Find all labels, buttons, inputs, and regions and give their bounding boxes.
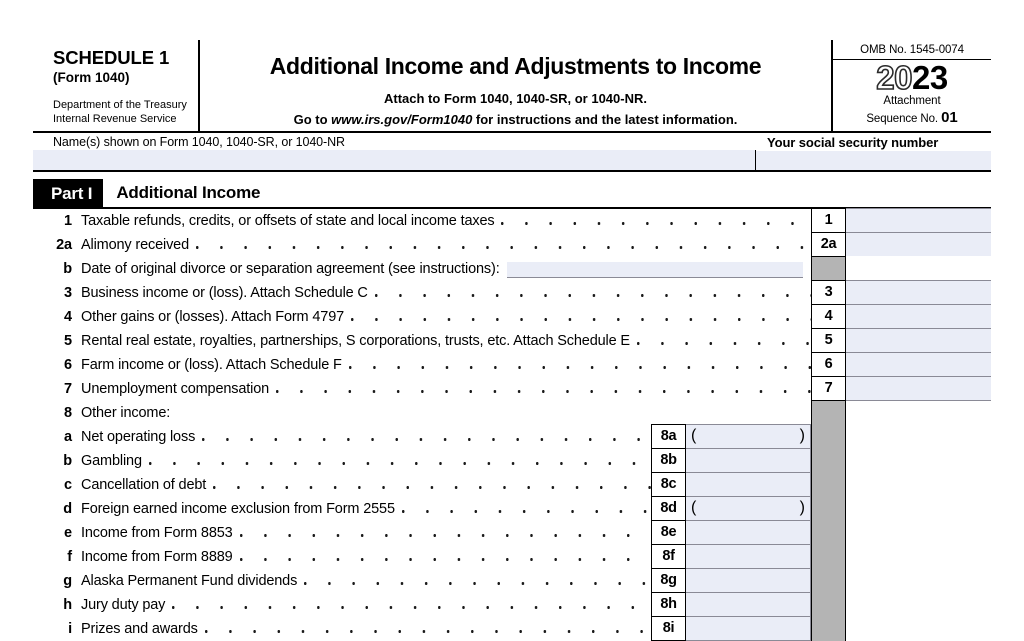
line-number: g xyxy=(33,569,81,593)
form-line-row xyxy=(33,257,991,281)
line-description-text: Date of original divorce or separation agreement (see instructions): xyxy=(81,261,507,277)
line-number: 8 xyxy=(33,401,81,425)
form-line-row xyxy=(33,209,991,233)
empty-column xyxy=(846,473,991,497)
tax-year xyxy=(833,62,991,94)
line-description xyxy=(81,449,651,473)
line-description xyxy=(81,209,811,233)
dot-leader xyxy=(501,209,811,233)
empty-column xyxy=(846,449,991,473)
line-box-number: 8a xyxy=(651,424,686,450)
form-line-row xyxy=(33,305,991,329)
line-number: 7 xyxy=(33,377,81,401)
divorce-date-input[interactable] xyxy=(507,262,803,278)
line-box-number: 5 xyxy=(811,328,846,354)
irs-url-link[interactable]: www.irs.gov/Form1040 xyxy=(331,112,472,127)
line-box-number: 7 xyxy=(811,376,846,402)
empty-column xyxy=(846,521,991,545)
header-omb-block xyxy=(833,40,991,131)
line-description-text: Cancellation of debt xyxy=(81,477,213,493)
line-description-text: Farm income or (loss). Attach Schedule F xyxy=(81,357,349,373)
header-title-block xyxy=(200,40,833,131)
form-line-row xyxy=(33,401,991,425)
form-line-row xyxy=(33,449,991,473)
dot-leader xyxy=(213,473,651,497)
taxpayer-identification-row xyxy=(33,133,991,172)
form-line-row xyxy=(33,617,991,641)
schedule-title: SCHEDULE 1 xyxy=(53,48,192,69)
sequence-number: 01 xyxy=(941,109,958,126)
form-line-row xyxy=(33,569,991,593)
dot-leader xyxy=(349,353,811,377)
dot-leader xyxy=(240,521,651,545)
line-description-text: Other income: xyxy=(81,405,177,421)
line-description-text: Foreign earned income exclusion from Form 2555 xyxy=(81,501,402,517)
paren-close: ) xyxy=(800,428,805,444)
goto-prefix: Go to xyxy=(294,112,332,127)
line-description-text: Rental real estate, royalties, partnerships, S corporations, trusts, etc. Attach Schedule E xyxy=(81,333,637,349)
issuing-agency xyxy=(53,98,192,126)
empty-column xyxy=(846,497,991,521)
tax-year-digits: 23 xyxy=(912,59,948,96)
empty-column xyxy=(846,256,991,282)
line-amount-input[interactable] xyxy=(686,472,811,498)
line-description-text: Prizes and awards xyxy=(81,621,205,637)
line-description xyxy=(81,305,811,329)
form-line-row xyxy=(33,233,991,257)
empty-column xyxy=(846,545,991,569)
line-number: c xyxy=(33,473,81,497)
empty-column xyxy=(846,569,991,593)
line-box-number: 8b xyxy=(651,448,686,474)
line-number: 3 xyxy=(33,281,81,305)
schedule-form-number: (Form 1040) xyxy=(53,70,192,87)
attach-instruction: Attach to Form 1040, 1040-SR, or 1040-NR. xyxy=(210,90,821,108)
line-description-text: Other gains or (losses). Attach Form 4797 xyxy=(81,309,351,325)
dot-leader xyxy=(172,593,651,617)
empty-column xyxy=(846,401,991,425)
line-amount-input[interactable] xyxy=(686,616,811,641)
empty-column xyxy=(846,617,991,641)
line-box-number: 3 xyxy=(811,280,846,306)
dot-leader xyxy=(637,329,811,353)
line-amount-input[interactable] xyxy=(846,376,991,402)
shaded-block xyxy=(811,497,846,521)
line-number: i xyxy=(33,617,81,641)
line-description-text: Net operating loss xyxy=(81,429,202,445)
line-number: 5 xyxy=(33,329,81,353)
sequence-label: Sequence No. xyxy=(866,113,938,125)
line-number: 1 xyxy=(33,209,81,233)
line-amount-input[interactable] xyxy=(846,328,991,354)
line-number: b xyxy=(33,257,81,281)
line-amount-input[interactable] xyxy=(686,592,811,618)
line-description-text: Income from Form 8889 xyxy=(81,549,240,565)
line-description-text: Alimony received xyxy=(81,237,196,253)
line-amount-input[interactable] xyxy=(846,280,991,306)
line-description xyxy=(81,353,811,377)
shaded-block xyxy=(811,473,846,497)
dot-leader xyxy=(205,617,651,641)
tax-year-century: 20 xyxy=(876,59,912,96)
line-number: h xyxy=(33,593,81,617)
line-number: e xyxy=(33,521,81,545)
line-description xyxy=(81,521,651,545)
line-description xyxy=(81,473,651,497)
agency-service: Internal Revenue Service xyxy=(53,112,192,126)
name-field-cell[interactable] xyxy=(33,133,756,170)
line-number: 4 xyxy=(33,305,81,329)
paren-close: ) xyxy=(800,500,805,516)
omb-number: OMB No. 1545-0074 xyxy=(833,40,991,60)
part-header-bar xyxy=(33,179,991,209)
name-field-label: Name(s) shown on Form 1040, 1040-SR, or 1040-NR xyxy=(33,133,756,150)
line-description-text: Gambling xyxy=(81,453,149,469)
line-box-number: 8e xyxy=(651,520,686,546)
line-box-number: 6 xyxy=(811,352,846,378)
line-amount-input[interactable] xyxy=(846,304,991,330)
form-line-row xyxy=(33,329,991,353)
dot-leader xyxy=(149,449,651,473)
form-title: Additional Income and Adjustments to Income xyxy=(210,54,821,79)
line-amount-input[interactable] xyxy=(846,352,991,378)
header-schedule-block xyxy=(33,40,200,131)
line-box-number: 4 xyxy=(811,304,846,330)
line-box-number: 2a xyxy=(811,232,846,258)
line-amount-input[interactable] xyxy=(846,232,991,258)
line-box-number: 8d xyxy=(651,496,686,522)
dot-leader xyxy=(351,305,811,329)
line-description xyxy=(81,233,811,257)
line-description xyxy=(81,377,811,401)
line-amount-input[interactable] xyxy=(686,424,811,450)
line-description xyxy=(81,497,651,521)
form-line-row xyxy=(33,377,991,401)
line-description-text: Taxable refunds, credits, or offsets of state and local income taxes xyxy=(81,213,501,229)
form-line-row xyxy=(33,473,991,497)
form-line-row xyxy=(33,425,991,449)
line-amount-input[interactable] xyxy=(686,544,811,570)
form-header xyxy=(33,40,991,133)
line-number: f xyxy=(33,545,81,569)
line-description xyxy=(81,569,651,593)
line-description xyxy=(81,617,651,641)
line-description-text: Unemployment compensation xyxy=(81,381,276,397)
paren-open: ( xyxy=(691,500,696,516)
form-line-row xyxy=(33,593,991,617)
line-amount-input[interactable] xyxy=(686,520,811,546)
agency-department: Department of the Treasury xyxy=(53,98,192,112)
dot-leader xyxy=(375,281,811,305)
line-description-text: Alaska Permanent Fund dividends xyxy=(81,573,304,589)
line-box-number: 1 xyxy=(811,208,846,234)
line-description xyxy=(81,545,651,569)
shaded-block xyxy=(811,593,846,617)
dot-leader xyxy=(276,377,811,401)
dot-leader xyxy=(402,497,651,521)
line-description-text: Business income or (loss). Attach Schedule C xyxy=(81,285,375,301)
line-number: d xyxy=(33,497,81,521)
empty-column xyxy=(846,425,991,449)
paren-open: ( xyxy=(691,428,696,444)
line-description-text: Income from Form 8853 xyxy=(81,525,240,541)
shaded-block xyxy=(811,569,846,593)
form-line-row xyxy=(33,497,991,521)
schedule-1-form xyxy=(33,40,991,641)
empty-column xyxy=(846,593,991,617)
ssn-field-cell[interactable] xyxy=(756,133,991,170)
shaded-block xyxy=(811,401,846,425)
line-amount-input[interactable] xyxy=(686,496,811,522)
sequence-line xyxy=(833,109,991,127)
part-title: Additional Income xyxy=(103,179,260,207)
line-number: 2a xyxy=(33,233,81,257)
income-lines xyxy=(33,209,991,641)
form-line-row xyxy=(33,521,991,545)
shaded-line-box xyxy=(811,256,846,282)
line-box-number: 8h xyxy=(651,592,686,618)
line-number: a xyxy=(33,425,81,449)
form-line-row xyxy=(33,545,991,569)
dot-leader xyxy=(304,569,651,593)
line-box-number: 8c xyxy=(651,472,686,498)
shaded-block xyxy=(811,449,846,473)
shaded-block xyxy=(811,521,846,545)
line-number: 6 xyxy=(33,353,81,377)
ssn-field-label: Your social security number xyxy=(756,133,992,151)
dot-leader xyxy=(196,233,811,257)
part-number-tag: Part I xyxy=(33,179,103,207)
line-box-number: 8i xyxy=(651,616,686,641)
line-description xyxy=(81,257,811,281)
shaded-block xyxy=(811,617,846,641)
line-description-text: Jury duty pay xyxy=(81,597,172,613)
line-description xyxy=(81,329,811,353)
tax-year-block xyxy=(833,60,991,127)
goto-suffix: for instructions and the latest information. xyxy=(472,112,737,127)
shaded-block xyxy=(811,545,846,569)
form-line-row xyxy=(33,281,991,305)
dot-leader xyxy=(240,545,651,569)
goto-instruction xyxy=(210,111,821,129)
attachment-sequence xyxy=(833,95,991,127)
line-description xyxy=(81,425,651,449)
line-amount-input[interactable] xyxy=(846,208,991,234)
line-box-number: 8g xyxy=(651,568,686,594)
attachment-label: Attachment xyxy=(833,95,991,109)
form-line-row xyxy=(33,353,991,377)
line-box-number: 8f xyxy=(651,544,686,570)
shaded-block xyxy=(811,425,846,449)
line-description xyxy=(81,401,811,425)
dot-leader xyxy=(202,425,651,449)
line-number: b xyxy=(33,449,81,473)
line-amount-input[interactable] xyxy=(686,568,811,594)
line-amount-input[interactable] xyxy=(686,448,811,474)
line-description xyxy=(81,281,811,305)
line-description xyxy=(81,593,651,617)
